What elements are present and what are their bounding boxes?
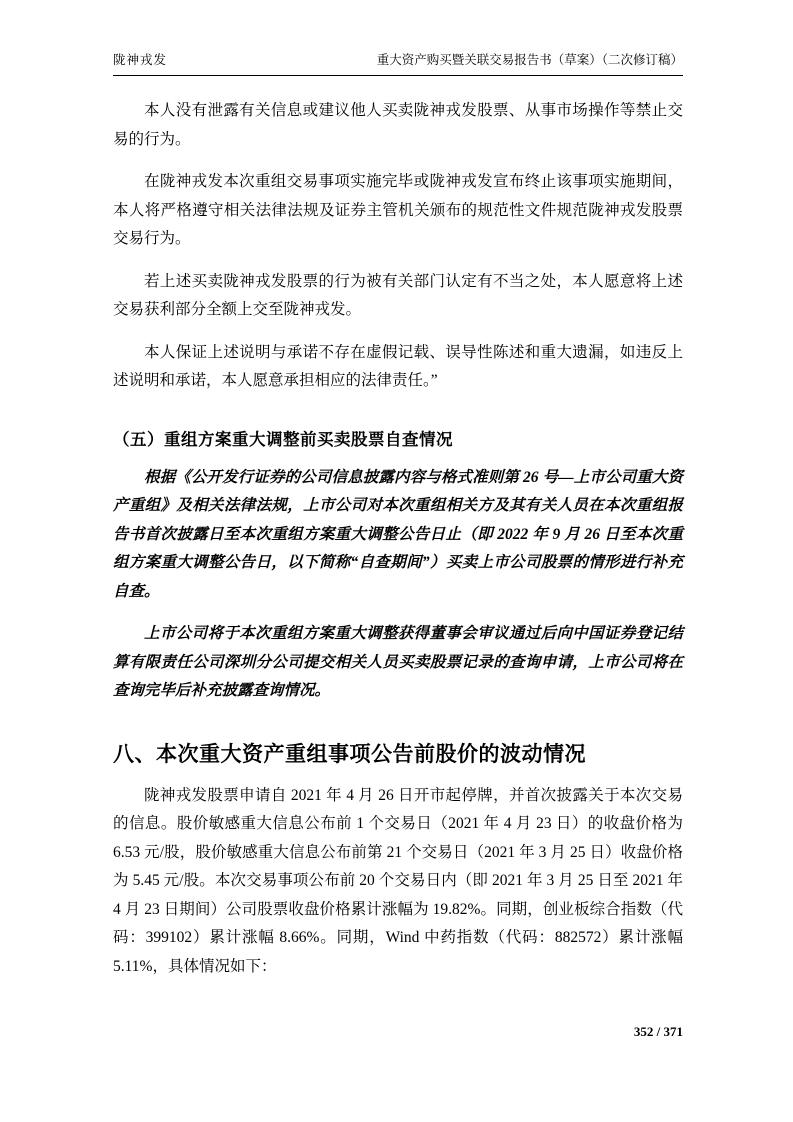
paragraph-3: 若上述买卖陇神戎发股票的行为被有关部门认定有不当之处，本人愿意将上述交易获利部分全额上交至陇神戎发。 [113, 272, 683, 318]
paragraph-7: 陇神戎发股票申请自 2021 年 4 月 26 日开市起停牌，并首次披露关于本次交易的信息。股价敏感重大信息公布前 1 个交易日（2021 年 4 月 23 日）的收盘价格为 6.53 元/股，股价敏感重大信息公布前第 21 个交易日（2021 年 3 月 25 日）收盘价格为 5.45 元/股。本次交易事项公布前 20 个交易日内（即 2021 年 3 月 25 日至 2021 年 4 月 23 日期间）公司股票收盘价格累计涨幅为 19.82%。同期，创业板综合指数（代码：399102）累计涨幅 8.66%。同期，Wind 中药指数（代码：882572）累计涨幅 5.11%，具体情况如下： [113, 786, 683, 975]
paragraph-6-emphasis: 上市公司将于本次重组方案重大调整获得董事会审议通过后向中国证券登记结算有限责任公司深圳分公司提交相关人员买卖股票记录的查询申请，上市公司将在查询完毕后补充披露查询情况。 [113, 625, 683, 699]
paragraph-2: 在陇神戎发本次重组交易事项实施完毕或陇神戎发宣布终止该事项实施期间，本人将严格遵守相关法律法规及证券主管机关颁布的规范性文件规范陇神戎发股票交易行为。 [113, 173, 683, 247]
section-heading-five: （五）重组方案重大调整前买卖股票自查情况 [113, 430, 453, 449]
page-number: 352 / 371 [633, 1024, 683, 1039]
paragraph-1: 本人没有泄露有关信息或建议他人买卖陇神戎发股票、从事市场操作等禁止交易的行为。 [113, 102, 683, 148]
paragraph-5-emphasis: 根据《公开发行证券的公司信息披露内容与格式准则第 26 号—上市公司重大资产重组》及相关法律法规，上市公司对本次重组相关方及其有关人员在本次重组报告书首次披露日至本次重组方案重大调整公告日止（即 2022 年 9 月 26 日至本次重组方案重大调整公告日，以下简称“自查期间”）买卖上市公司股票的情形进行补充自查。 [113, 468, 683, 600]
header-report-title: 重大资产购买暨关联交易报告书（草案）（二次修订稿） [376, 53, 683, 67]
page-header [113, 50, 683, 76]
chapter-heading-eight: 八、本次重大资产重组事项公告前股价的波动情况 [113, 742, 586, 766]
header-company-name: 陇神戎发 [113, 53, 168, 67]
paragraph-4: 本人保证上述说明与承诺不存在虚假记载、误导性陈述和重大遗漏，如违反上述说明和承诺，本人愿意承担相应的法律责任。” [113, 343, 683, 389]
